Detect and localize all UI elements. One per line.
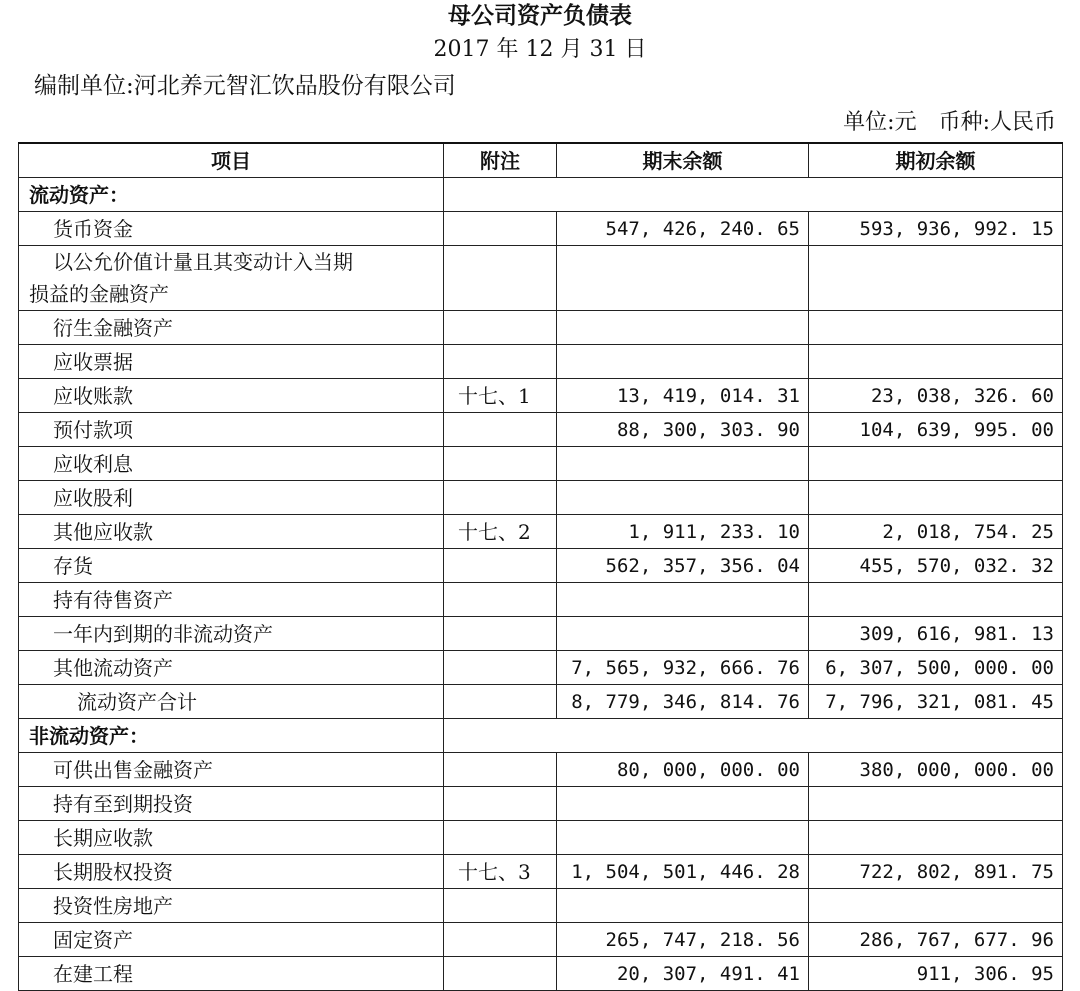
- beginning-balance-cell: [809, 889, 1063, 923]
- table-row: [19, 311, 1063, 345]
- item-cell: 一年内到期的非流动资产: [19, 617, 444, 651]
- beginning-balance-cell: 309, 616, 981. 13: [809, 617, 1063, 651]
- beginning-balance-cell: [809, 311, 1063, 345]
- table-row: [19, 787, 1063, 821]
- note-cell: [444, 447, 557, 481]
- table-row: [19, 957, 1063, 991]
- beginning-balance-cell: [809, 787, 1063, 821]
- table-row: [19, 246, 1063, 311]
- ending-balance-cell: [557, 311, 809, 345]
- ending-balance-cell: 13, 419, 014. 31: [557, 379, 809, 413]
- ending-balance-cell: [557, 583, 809, 617]
- note-cell: [444, 481, 557, 515]
- item-label-line1: 以公允价值计量且其变动计入当期: [53, 250, 353, 274]
- ending-balance-cell: 1, 911, 233. 10: [557, 515, 809, 549]
- company-label: 编制单位:河北养元智汇饮品股份有限公司: [34, 73, 456, 99]
- column-header-item: 项目: [19, 143, 444, 178]
- note-cell: [444, 212, 557, 246]
- beginning-balance-cell: 380, 000, 000. 00: [809, 753, 1063, 787]
- note-cell: [444, 311, 557, 345]
- beginning-balance-cell: 7, 796, 321, 081. 45: [809, 685, 1063, 719]
- table-row: [19, 889, 1063, 923]
- note-cell: [444, 821, 557, 855]
- beginning-balance-cell: 286, 767, 677. 96: [809, 923, 1063, 957]
- table-row: [19, 345, 1063, 379]
- note-cell: [444, 583, 557, 617]
- ending-balance-cell: 7, 565, 932, 666. 76: [557, 651, 809, 685]
- beginning-balance-cell: [809, 447, 1063, 481]
- ending-balance-cell: [557, 246, 809, 311]
- note-cell: [444, 787, 557, 821]
- item-cell: 可供出售金融资产: [19, 753, 444, 787]
- beginning-balance-cell: 593, 936, 992. 15: [809, 212, 1063, 246]
- ending-balance-cell: [557, 617, 809, 651]
- item-cell: 衍生金融资产: [19, 311, 444, 345]
- beginning-balance-cell: [809, 246, 1063, 311]
- item-cell: 应收利息: [19, 447, 444, 481]
- table-header-row: [19, 143, 1063, 178]
- beginning-balance-cell: 2, 018, 754. 25: [809, 515, 1063, 549]
- table-row: [19, 583, 1063, 617]
- report-title: 母公司资产负债表: [448, 2, 632, 29]
- table-row: [19, 651, 1063, 685]
- note-cell: [444, 246, 557, 311]
- table-row: [19, 549, 1063, 583]
- section-blank-cell: [444, 178, 1063, 212]
- table-row: [19, 178, 1063, 212]
- note-cell: [444, 651, 557, 685]
- ending-balance-cell: 265, 747, 218. 56: [557, 923, 809, 957]
- item-cell: 其他流动资产: [19, 651, 444, 685]
- item-cell: 应收股利: [19, 481, 444, 515]
- item-cell: 存货: [19, 549, 444, 583]
- note-cell: [444, 685, 557, 719]
- table-row: [19, 379, 1063, 413]
- column-header-ending-balance: 期末余额: [557, 143, 809, 178]
- ending-balance-cell: 88, 300, 303. 90: [557, 413, 809, 447]
- item-cell: 持有待售资产: [19, 583, 444, 617]
- item-cell: 货币资金: [19, 212, 444, 246]
- note-cell: [444, 617, 557, 651]
- note-cell: [444, 549, 557, 583]
- table-row: [19, 753, 1063, 787]
- beginning-balance-cell: [809, 345, 1063, 379]
- note-cell: 十七、2: [444, 515, 557, 549]
- ending-balance-cell: [557, 889, 809, 923]
- beginning-balance-cell: [809, 821, 1063, 855]
- beginning-balance-cell: [809, 481, 1063, 515]
- table-row: [19, 413, 1063, 447]
- item-cell: 固定资产: [19, 923, 444, 957]
- ending-balance-cell: 80, 000, 000. 00: [557, 753, 809, 787]
- report-date: 2017 年 12 月 31 日: [433, 37, 647, 62]
- item-label-line2: 损益的金融资产: [29, 282, 169, 306]
- ending-balance-cell: [557, 481, 809, 515]
- ending-balance-cell: 562, 357, 356. 04: [557, 549, 809, 583]
- item-cell: 应收票据: [19, 345, 444, 379]
- table-row: [19, 821, 1063, 855]
- ending-balance-cell: [557, 821, 809, 855]
- beginning-balance-cell: 104, 639, 995. 00: [809, 413, 1063, 447]
- item-cell: 长期股权投资: [19, 855, 444, 889]
- column-header-beginning-balance: 期初余额: [809, 143, 1063, 178]
- ending-balance-cell: [557, 345, 809, 379]
- ending-balance-cell: 8, 779, 346, 814. 76: [557, 685, 809, 719]
- table-row: [19, 212, 1063, 246]
- table-row: [19, 447, 1063, 481]
- note-cell: [444, 345, 557, 379]
- beginning-balance-cell: 23, 038, 326. 60: [809, 379, 1063, 413]
- note-cell: [444, 413, 557, 447]
- column-header-note: 附注: [444, 143, 557, 178]
- note-cell: [444, 923, 557, 957]
- note-cell: [444, 753, 557, 787]
- item-cell: 其他应收款: [19, 515, 444, 549]
- beginning-balance-cell: 455, 570, 032. 32: [809, 549, 1063, 583]
- currency-label: 单位:元 币种:人民币: [843, 110, 1056, 135]
- beginning-balance-cell: 911, 306. 95: [809, 957, 1063, 991]
- table-row: [19, 685, 1063, 719]
- beginning-balance-cell: [809, 583, 1063, 617]
- beginning-balance-cell: 6, 307, 500, 000. 00: [809, 651, 1063, 685]
- table-row: [19, 617, 1063, 651]
- item-cell: 长期应收款: [19, 821, 444, 855]
- ending-balance-cell: [557, 787, 809, 821]
- note-cell: 十七、1: [444, 379, 557, 413]
- note-cell: 十七、3: [444, 855, 557, 889]
- item-cell: 在建工程: [19, 957, 444, 991]
- note-cell: [444, 889, 557, 923]
- table-row: [19, 481, 1063, 515]
- section-blank-cell: [444, 719, 1063, 753]
- ending-balance-cell: 1, 504, 501, 446. 28: [557, 855, 809, 889]
- table-row: [19, 515, 1063, 549]
- item-cell: 应收账款: [19, 379, 444, 413]
- item-cell: 持有至到期投资: [19, 787, 444, 821]
- table-row: [19, 719, 1063, 753]
- item-cell: 流动资产合计: [19, 685, 444, 719]
- balance-sheet-table: [18, 142, 1063, 991]
- item-cell: 预付款项: [19, 413, 444, 447]
- table-row: [19, 855, 1063, 889]
- item-cell: 投资性房地产: [19, 889, 444, 923]
- section-heading: 流动资产：: [19, 178, 444, 212]
- ending-balance-cell: 20, 307, 491. 41: [557, 957, 809, 991]
- section-heading: 非流动资产：: [19, 719, 444, 753]
- table-row: [19, 923, 1063, 957]
- ending-balance-cell: 547, 426, 240. 65: [557, 212, 809, 246]
- note-cell: [444, 957, 557, 991]
- item-cell: [19, 246, 444, 311]
- ending-balance-cell: [557, 447, 809, 481]
- beginning-balance-cell: 722, 802, 891. 75: [809, 855, 1063, 889]
